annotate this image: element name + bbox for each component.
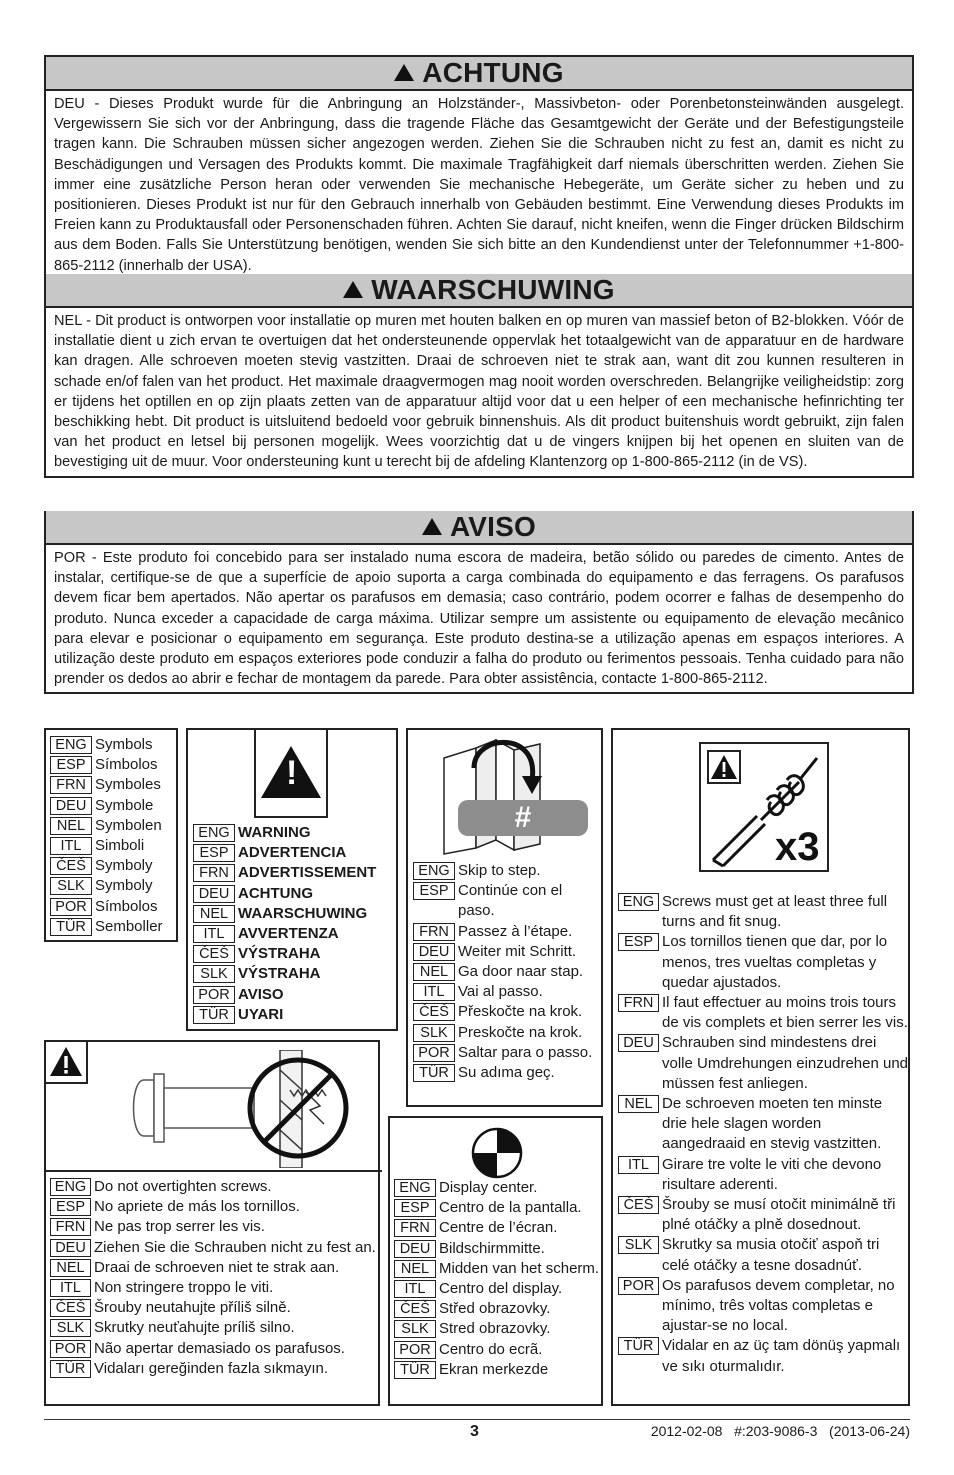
list-item [50, 1217, 380, 1237]
warning-term: ADVERTISSEMENT [238, 864, 377, 882]
list-item [50, 897, 172, 917]
language-code: POR [50, 898, 92, 916]
language-code: POR [413, 1044, 455, 1062]
warning-triangle-icon [46, 1042, 86, 1082]
language-code: ČEŠ [193, 945, 235, 963]
instruction-text: Ekran merkezde [439, 1360, 549, 1378]
list-item [618, 1033, 908, 1094]
instruction-text: Midden van het scherm. [439, 1259, 600, 1277]
list-item [618, 1155, 908, 1195]
language-code: ČEŠ [50, 1299, 91, 1317]
language-code: SLK [50, 877, 92, 895]
warning-text: POR - Este produto foi concebido para ser instalado numa escora de madeira, betão sólido ou paredes de cimento. Antes de instalar, certifique-se de que a superfície de apoio suporta a carga combinada do equipamento e das ferragens. Os parafusos devem ficar bem apertados. Não apertar os parafusos em demasia; caso contrário, podem ocorrer e falhas de desempenho do produto. Nunca exceder a capacidade de carga máxima. Utilizar sempre um assistente ou equipamento de elevação mecânico para elevar e posicionar o equipamento em segurança. Este produto destina-se a utilização apenas em espaços interiores. A utilização deste produto em espaços exteriores pode conduzir a falha do produto ou ferimentos pessoais. Tenha cuidado para não prender os dedos ao abrir e fechar de montagem da parede. Para obter assistência, contacte 1-800-865-2112. [54, 550, 904, 688]
instruction-text: Los tornillos tienen que dar, por lo menos, tres vueltas completas y quedar ajustados. [662, 933, 888, 991]
instruction-text: Display center. [439, 1179, 538, 1196]
list-item [50, 755, 172, 775]
warning-terms-panel [186, 728, 398, 1031]
overtighten-list [50, 1177, 380, 1379]
language-code: ENG [50, 736, 92, 754]
language-code: ITL [193, 925, 235, 943]
language-code: POR [50, 1340, 91, 1358]
list-item [50, 1359, 380, 1379]
list-item [394, 1198, 603, 1218]
warning-text: NEL - Dit product is ontworpen voor installatie op muren met houten balken en op muren van massief beton of B2-blokken. Vóór de installatie dient u zich ervan te overtuigen dat het ondersteunende oppervlak het totaalgewicht van de apparatuur en de hardware kan dragen. Alle schroeven moeten stevig vastzitten. Draai de schroeven niet te strak aan, want dit zou kunnen resulteren in schade en/of falen van het product. Het maximale draagvermogen mag nooit worden overschreden. Belangrijke veiligheidstip: zorg er tijdens het optillen en op zijn plaats zetten van de apparatuur altijd voor dat u een helper of een mechanische hefinrichting ter beschikking hebt. Dit product is uitsluitend bedoeld voor gebruik binnenshuis. Als dit product buitenshuis wordt gebruikt, zijn falen van het product en letsel bij personen mogelijk. Wees voorzichtig dat u de vingers knijpen bij het openen en sluiten van de bevestiging uit de muur. Voor ondersteuning kunt u terecht bij de afdeling Klantenzorg op 1-800-865-2112 (in de VS). [54, 313, 904, 471]
warning-term: WAARSCHUWING [238, 904, 368, 922]
instruction-text: De schroeven moeten ten minste drie hele slagen worden aangedraaid en stevig vastzitten. [662, 1095, 883, 1153]
language-code: NEL [413, 963, 455, 981]
list-item [193, 985, 376, 1005]
warning-term: ACHTUNG [238, 884, 313, 902]
list-item [394, 1239, 603, 1259]
list-item [618, 1276, 908, 1337]
warning-title: WAARSCHUWING [371, 274, 615, 305]
instruction-text: Il faut effectuer au moins trois tours de vis complets et bien serrer les vis. [662, 994, 908, 1032]
instruction-text: Skrutky sa musia otočiť aspoň tri celé otáčky a tesne dosadnúť. [662, 1236, 880, 1274]
language-code: SLK [394, 1320, 436, 1338]
list-item [394, 1218, 603, 1238]
list-item [394, 1299, 603, 1319]
warning-triangle-icon [343, 281, 363, 298]
language-code: NEL [50, 1259, 91, 1277]
warning-terms-list [193, 823, 376, 1025]
symbol-text: Symboly [95, 857, 153, 875]
screw-turns-illustration [699, 742, 829, 872]
language-code: ITL [50, 837, 92, 855]
instruction-text: Ne pas trop serrer les vis. [94, 1218, 265, 1236]
language-code: FRN [394, 1219, 436, 1237]
warning-triangle-icon [261, 746, 321, 798]
language-code: DEU [413, 943, 455, 961]
warning-term: AVISO [238, 985, 284, 1003]
language-code: ESP [50, 756, 92, 774]
instruction-text: Skrutky neuťahujte príliš silno. [94, 1319, 295, 1337]
instruction-text: Centro de la pantalla. [439, 1199, 582, 1217]
instruction-text: Vidalar en az üç tam dönüş yapmalı ve sıkı oturmalıdır. [662, 1337, 901, 1375]
instruction-text: Schrauben sind mindestens drei volle Umdrehungen einzudrehen und müssen fest anliegen. [662, 1034, 909, 1092]
warning-title: AVISO [449, 511, 537, 542]
language-code: ESP [618, 933, 659, 951]
instruction-text: Passez à l’étape. [458, 922, 573, 940]
warning-triangle-icon [422, 518, 442, 535]
language-code: ESP [413, 882, 455, 900]
list-item [618, 1094, 908, 1155]
instruction-text: Girare tre volte le viti che devono risultare aderenti. [662, 1155, 882, 1193]
symbol-text: Symbols [95, 736, 153, 753]
instruction-text: Continúe con el paso. [458, 882, 563, 920]
instruction-text: Weiter mit Schritt. [458, 942, 577, 960]
list-item [50, 1238, 380, 1258]
language-code: NEL [193, 905, 235, 923]
list-item [50, 735, 172, 755]
language-code: FRN [50, 776, 92, 794]
list-item [50, 917, 172, 937]
document-info: 2012-02-08 #:203-9086-3 (2013-06-24) [650, 1423, 910, 1439]
list-item [50, 1258, 380, 1278]
language-code: NEL [618, 1095, 659, 1113]
warning-term: UYARI [238, 1005, 284, 1023]
instruction-text: Střed obrazovky. [439, 1300, 551, 1318]
warning-section-por [44, 511, 914, 694]
language-code: SLK [618, 1236, 659, 1254]
warning-term: AVVERTENZA [238, 925, 339, 943]
language-code: SLK [50, 1319, 91, 1337]
skip-step-panel [406, 728, 603, 1107]
instruction-text: Stred obrazovky. [439, 1320, 551, 1338]
list-item [618, 932, 908, 993]
instruction-text: No apriete de más los tornillos. [94, 1198, 300, 1216]
warning-symbol-box [46, 1042, 88, 1084]
list-item [618, 993, 908, 1033]
symbols-panel [44, 728, 178, 942]
list-item [618, 892, 908, 932]
language-code: POR [618, 1277, 659, 1295]
multiplier-text: x3 [775, 825, 820, 868]
symbol-text: Symboly [95, 877, 153, 895]
list-item [193, 924, 376, 944]
language-code: DEU [394, 1240, 436, 1258]
list-item [413, 861, 601, 881]
language-code: ENG [193, 824, 235, 842]
language-code: ENG [394, 1179, 436, 1197]
instruction-text: Centro del display. [439, 1280, 563, 1298]
language-code: ESP [193, 844, 235, 862]
language-code: ESP [50, 1198, 91, 1216]
skip-step-list [413, 861, 601, 1083]
language-code: FRN [413, 923, 455, 941]
language-code: ENG [413, 862, 455, 880]
language-code: TÜR [193, 1006, 235, 1024]
symbols-list [50, 735, 172, 937]
instruction-text: Centro do ecrã. [439, 1340, 543, 1358]
symbol-text: Symboles [95, 776, 161, 794]
list-item [413, 922, 601, 942]
list-item [394, 1279, 603, 1299]
list-item [193, 823, 376, 843]
list-item [50, 1197, 380, 1217]
instruction-text: Skip to step. [458, 862, 541, 879]
instruction-text: Šrouby neutahujte příliš silně. [94, 1299, 291, 1317]
language-code: ČEŠ [618, 1196, 659, 1214]
list-item [50, 1298, 380, 1318]
warning-header [46, 511, 912, 545]
warning-term: VÝSTRAHA [238, 945, 321, 963]
warning-title: ACHTUNG [422, 57, 564, 88]
list-item [193, 843, 376, 863]
language-code: ITL [618, 1156, 659, 1174]
language-code: DEU [618, 1034, 659, 1052]
instruction-text: Saltar para o passo. [458, 1043, 593, 1061]
instruction-text: Screws must get at least three full turns and fit snug. [662, 893, 888, 931]
list-item [413, 942, 601, 962]
list-item [193, 944, 376, 964]
instruction-text: Do not overtighten screws. [94, 1178, 272, 1195]
language-code: FRN [193, 864, 235, 882]
language-code: ITL [394, 1280, 436, 1298]
language-code: ITL [413, 983, 455, 1001]
warning-term: WARNING [238, 824, 311, 841]
display-center-panel [388, 1116, 603, 1406]
instruction-text: Vai al passo. [458, 983, 543, 1001]
list-item [50, 876, 172, 896]
instruction-text: Vidaları gereğinden fazla sıkmayın. [94, 1359, 329, 1377]
list-item [50, 1177, 380, 1197]
list-item [413, 1023, 601, 1043]
warning-term: VÝSTRAHA [238, 965, 321, 983]
list-item [394, 1259, 603, 1279]
list-item [413, 881, 601, 921]
language-code: NEL [394, 1260, 436, 1278]
list-item [50, 1339, 380, 1359]
instruction-text: Přeskočte na krok. [458, 1003, 583, 1021]
list-item [193, 964, 376, 984]
footer-divider [44, 1419, 910, 1420]
language-code: DEU [50, 1239, 91, 1257]
warning-triangle-icon [394, 64, 414, 81]
list-item [413, 1043, 601, 1063]
list-item [193, 863, 376, 883]
language-code: NEL [50, 817, 92, 835]
language-code: SLK [193, 965, 235, 983]
language-code: ENG [50, 1178, 91, 1196]
list-item [394, 1319, 603, 1339]
warning-section-nel [44, 274, 914, 478]
warning-header [46, 274, 912, 308]
display-center-list [394, 1178, 603, 1380]
warning-section-deu [44, 55, 914, 281]
list-item [413, 982, 601, 1002]
list-item [50, 775, 172, 795]
language-code: TÜR [413, 1064, 455, 1082]
language-code: ESP [394, 1199, 436, 1217]
language-code: SLK [413, 1024, 455, 1042]
language-code: ENG [618, 893, 659, 911]
instruction-text: Šrouby se musí otočit minimálně tři plné otáčky a plně dosednout. [662, 1196, 896, 1234]
instruction-text: Bildschirmmitte. [439, 1239, 545, 1257]
screw-turns-panel [611, 728, 910, 1406]
symbol-text: Symbole [95, 796, 154, 814]
list-item [50, 836, 172, 856]
list-item [50, 816, 172, 836]
list-item [394, 1178, 603, 1198]
list-item [193, 1005, 376, 1025]
symbol-text: Símbolos [95, 756, 158, 774]
instruction-text: Ga door naar stap. [458, 963, 584, 981]
language-code: POR [394, 1341, 436, 1359]
symbol-text: Semboller [95, 917, 163, 935]
list-item [50, 1318, 380, 1338]
language-code: TÜR [50, 1360, 91, 1378]
screw-turns-list [618, 892, 908, 1377]
list-item [394, 1360, 603, 1380]
list-item [50, 1278, 380, 1298]
symbol-text: Symbolen [95, 816, 162, 834]
warning-text: DEU - Dieses Produkt wurde für die Anbringung an Holzständer-, Massivbeton- oder Porenbetonsteinwänden ausgelegt. Vergewissern Sie sich vor der Anbringung, dass die tragende Fläche das Gesamtgewicht der Geräte und der Befestigungsteile tragen kann. Die Schrauben müssen sicher angezogen werden. Ziehen Sie die Schrauben nicht zu fest an, damit es nicht zu Beschädigungen und Versagen des Produkts kommt. Die maximale Tragfähigkeit darf niemals überschritten werden. Ziehen Sie immer eine zusätzliche Person heran oder verwenden Sie mechanische Hebegeräte, um Geräte sicher zu heben und zu positionieren. Dieses Produkt ist nur für den Gebrauch innerhalb von Gebäuden bestimmt. Eine Verwendung dieses Produkts im Freien kann zu Produktausfall oder Personenschaden führen. Achten Sie darauf, nicht kneifen, wenn die Finger drücken Bildschirm aus dem Boden. Falls Sie Unterstützung benötigen, wenden Sie sich bitte an den Kundendienst unter der Telefonnummer +1-800-865-2112 (innerhalb der USA). [54, 96, 904, 274]
language-code: ČEŠ [413, 1003, 455, 1021]
symbol-text: Simboli [95, 837, 145, 855]
step-number-badge: # [458, 800, 588, 836]
instruction-text: Draai de schroeven niet te strak aan. [94, 1258, 340, 1276]
list-item [193, 884, 376, 904]
overtighten-panel [44, 1040, 380, 1406]
list-item [413, 1063, 601, 1083]
list-item [193, 904, 376, 924]
list-item [50, 856, 172, 876]
instruction-text: Non stringere troppo le viti. [94, 1279, 274, 1297]
list-item [618, 1235, 908, 1275]
language-code: TÜR [394, 1361, 436, 1379]
overtightened-screw-icon [130, 1050, 380, 1168]
symbol-text: Símbolos [95, 897, 158, 915]
instruction-text: Su adıma geç. [458, 1064, 555, 1082]
list-item [618, 1195, 908, 1235]
list-item [50, 796, 172, 816]
language-code: DEU [50, 797, 92, 815]
language-code: FRN [50, 1218, 91, 1236]
list-item [413, 1002, 601, 1022]
list-item [618, 1336, 908, 1376]
instruction-text: Os parafusos devem completar, no mínimo, três voltas completas e ajustar-se no local. [662, 1276, 895, 1335]
language-code: FRN [618, 994, 659, 1012]
warning-symbol-box [254, 730, 328, 818]
overtighten-illustration [46, 1042, 382, 1172]
list-item [413, 962, 601, 982]
instruction-text: Não apertar demasiado os parafusos. [94, 1339, 345, 1357]
language-code: ČEŠ [394, 1300, 436, 1318]
language-code: DEU [193, 885, 235, 903]
language-code: POR [193, 986, 235, 1004]
language-code: ČEŠ [50, 857, 92, 875]
screwdriver-icon [705, 748, 825, 868]
instruction-text: Centre de l’écran. [439, 1219, 558, 1237]
warning-header [46, 57, 912, 91]
language-code: TÜR [50, 918, 92, 936]
language-code: TÜR [618, 1337, 659, 1355]
page-number: 3 [470, 1423, 479, 1440]
warning-term: ADVERTENCIA [238, 844, 347, 862]
language-code: ITL [50, 1279, 91, 1297]
instruction-text: Preskočte na krok. [458, 1023, 583, 1041]
display-center-icon [470, 1126, 524, 1180]
list-item [394, 1340, 603, 1360]
instruction-text: Ziehen Sie die Schrauben nicht zu fest an. [94, 1238, 376, 1256]
